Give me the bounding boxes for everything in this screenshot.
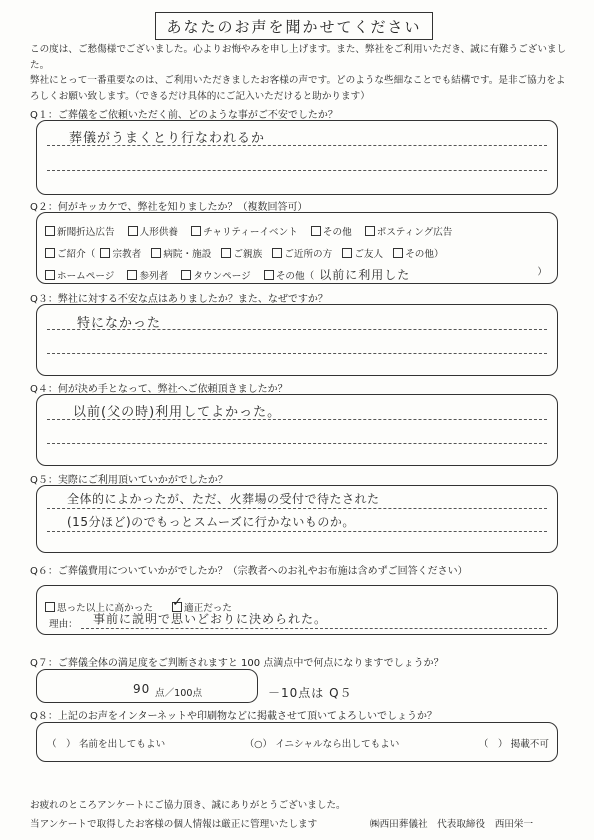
close-paren: ） <box>537 267 547 278</box>
q6-reason: 事前に説明で思いどおりに決められた。 <box>93 612 328 626</box>
checkbox[interactable] <box>191 226 201 236</box>
option-friends[interactable]: ご友人 <box>342 249 383 260</box>
checkbox[interactable] <box>45 270 55 280</box>
option-newspaper[interactable]: 新聞折込広告 <box>45 227 115 238</box>
q3-label: Q３：弊社に対する不安な点はありましたか？また、なぜですか？ <box>30 294 328 305</box>
option-initials-ok[interactable]: （○） イニシャルなら出してもよい <box>244 739 400 750</box>
q7-score: 90 <box>133 682 151 696</box>
option-appropriate[interactable]: ✓ 適正だった <box>172 595 232 614</box>
answer-line <box>47 353 547 354</box>
option-other-3[interactable]: その他（ <box>264 271 314 282</box>
q5-label: Q５：実際にご利用頂いていかがでしたか？ <box>30 475 228 486</box>
checkbox[interactable] <box>264 270 274 280</box>
checkbox[interactable] <box>45 602 55 612</box>
answer-line <box>47 443 547 444</box>
q7-score-suffix: 点／100点 <box>155 688 203 699</box>
option-other-2[interactable]: その他） <box>393 249 443 260</box>
q8-options <box>47 736 549 750</box>
q1-answer-box <box>36 120 558 195</box>
option-posting[interactable]: ポスティング広告 <box>365 227 453 238</box>
option-name-ok[interactable]: （ ） 名前を出してもよい <box>47 739 166 750</box>
q2-row-1 <box>45 220 452 239</box>
footer-company: ㈱西田葬儀社 代表取締役 西田栄一 <box>370 819 534 830</box>
footer-privacy: 当アンケートで取得したお客様の個人情報は厳正に管理いたします <box>30 819 318 830</box>
option-referral[interactable]: ご紹介（ <box>45 249 95 260</box>
option-townpage[interactable]: タウンページ <box>181 271 250 282</box>
checkbox[interactable] <box>151 248 161 258</box>
q8-options-box <box>36 722 558 762</box>
q4-answer-box <box>36 394 558 466</box>
option-religious[interactable]: 宗教者 <box>100 249 141 260</box>
checkbox[interactable] <box>393 248 403 258</box>
answer-line <box>47 170 547 171</box>
checkbox[interactable] <box>342 248 352 258</box>
q5-answer-line-1: 全体的によかったが、ただ、火葬場の受付で待たされた <box>67 492 380 506</box>
q1-answer: 葬儀がうまくとり行なわれるか <box>69 131 266 146</box>
option-homepage[interactable]: ホームページ <box>45 271 114 282</box>
option-hospital[interactable]: 病院・施設 <box>151 249 211 260</box>
q4-answer: 以前(父の時)利用してよかった。 <box>73 405 282 420</box>
checkbox[interactable] <box>127 270 137 280</box>
option-other[interactable]: その他 <box>311 227 352 238</box>
option-doll-memorial[interactable]: 人形供養 <box>128 227 178 238</box>
checkbox[interactable] <box>221 248 231 258</box>
reason-line <box>81 628 547 629</box>
checkbox[interactable] <box>311 226 321 236</box>
q8-label: Q８：上記のお声をインターネットや印刷物などに掲載させて頂いてよろしいでしょうか？ <box>30 711 437 722</box>
answer-line <box>47 531 547 532</box>
q5-answer-line-2: (15分ほど)のでもっとスムーズに行かないものか。 <box>67 515 355 529</box>
q2-options-box <box>36 212 558 284</box>
checkbox[interactable] <box>100 248 110 258</box>
checkbox[interactable] <box>365 226 375 236</box>
q1-label: Q１：ご葬儀をご依頼いただく前、どのような事がご不安でしたか？ <box>30 110 338 121</box>
option-not-allowed[interactable]: （ ） 掲載不可 <box>478 739 549 750</box>
checkbox[interactable] <box>181 270 191 280</box>
checkbox[interactable] <box>128 226 138 236</box>
option-relatives[interactable]: ご親族 <box>221 249 262 260</box>
intro-text: この度は、ご愁傷様でございました。心よりお悔やみを申し上げます。また、弊社をご利用いただき、誠に有難うございました。 弊社にとって一番重要なのは、ご利用いただきましたお客様の声です。どのような些細なことでも結構です。是非ご協力をよろしくお願い致します。（できるだけ具体的にご記入いただけると助かります） <box>30 44 567 102</box>
answer-line <box>47 508 547 509</box>
page-title: あなたのお声を聞かせてください <box>155 12 433 40</box>
footer-thanks: お疲れのところアンケートにご協力頂き、誠にありがとうございました。 <box>30 800 346 811</box>
checkbox[interactable] <box>45 226 55 236</box>
q6-answer-box <box>36 585 558 635</box>
q2-row-2 <box>45 242 444 261</box>
checkbox[interactable] <box>272 248 282 258</box>
q3-answer-box <box>36 304 558 376</box>
checkmark-icon: ✓ <box>172 595 183 610</box>
q7-note: －10点は Q５ <box>268 686 353 700</box>
q7-label: Q７：ご葬儀全体の満足度をご判断されますと 100 点満点中で何点になりますでしょうか？ <box>30 658 444 669</box>
option-attendee[interactable]: 参列者 <box>127 271 168 282</box>
option-charity-event[interactable]: チャリティーイベント <box>191 227 298 238</box>
option-neighbors[interactable]: ご近所の方 <box>272 249 332 260</box>
q5-answer-box <box>36 485 558 553</box>
q4-label: Q４：何が決め手となって、弊社へご依頼頂きましたか？ <box>30 384 288 395</box>
q3-answer: 特になかった <box>77 316 162 331</box>
q2-other-answer: 以前に利用した <box>319 268 411 282</box>
q7-score-box <box>36 669 258 703</box>
checkbox[interactable] <box>45 248 55 258</box>
q6-label: Q６：ご葬儀費用についていかがでしたか？（宗教者へのお礼やお布施は含めずご回答ください） <box>30 566 468 577</box>
option-more-expensive[interactable]: 思った以上に高かった <box>45 603 153 614</box>
q6-reason-label: 理由： <box>49 619 78 630</box>
q2-label: Q２：何がキッカケで、弊社を知りましたか？（複数回答可） <box>30 202 308 213</box>
q2-row-3 <box>45 264 551 283</box>
